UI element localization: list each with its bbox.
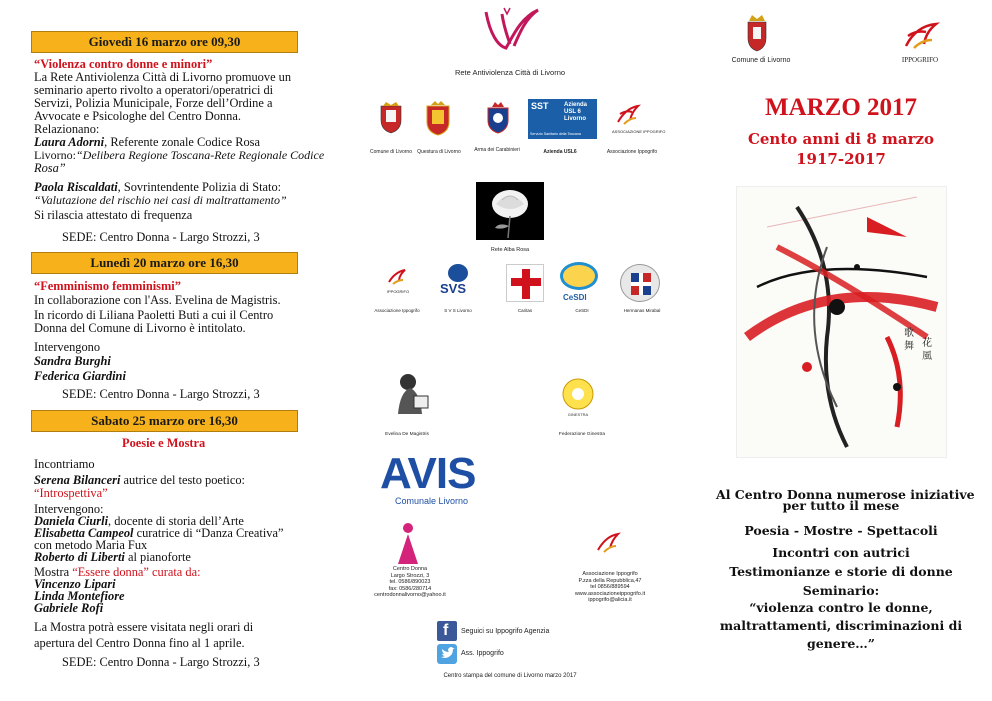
twitter-icon[interactable]: [437, 644, 457, 664]
logo-caption: CeSDI: [575, 308, 589, 313]
speaker-1-line3: Rosa”: [34, 161, 66, 175]
twitter-link[interactable]: Ass. Ippogrifo: [461, 650, 504, 657]
speaker-name: Elisabetta Campeol: [34, 526, 134, 540]
contact-line: Centro Donna: [392, 566, 428, 572]
speaker-topic: “Delibera Regione Toscana-Rete Regionale Codice: [76, 148, 325, 162]
print-credit: Centro stampa del comune di Livorno marzo 2017: [443, 673, 577, 679]
contact-line: Largo Strozzi, 3: [390, 572, 430, 579]
event2-venue: SEDE: Centro Donna - Largo Strozzi, 3: [62, 387, 260, 401]
svs-icon: [448, 264, 468, 282]
artist-name: Gabriele Rofi: [34, 601, 104, 615]
program-line: “violenza contro le donne,: [749, 600, 933, 615]
usl-sub: Servizio Sanitario della Toscana: [530, 132, 581, 136]
avis-logo: AVIS: [380, 449, 476, 498]
logo-caption: Questura di Livorno: [417, 149, 461, 155]
mostra-title: “Essere donna” curata da:: [72, 565, 201, 579]
mostra-label: Mostra: [34, 565, 73, 579]
speaker-name: Serena Bilanceri: [34, 473, 121, 487]
event3-text: Intervengono:: [34, 502, 104, 516]
event3-text: La Mostra potrà essere visitata negli orari di: [34, 620, 254, 634]
svg-text:歌 舞: 歌 舞: [901, 327, 913, 351]
speaker-role: curatrice di “Danza Creativa”: [133, 526, 284, 540]
event3-venue: SEDE: Centro Donna - Largo Strozzi, 3: [62, 655, 260, 669]
contact-line: tel 0856/889594: [590, 584, 630, 590]
speaker-name: Daniela Ciurli: [34, 514, 109, 528]
speaker-role: con metodo Maria Fux: [34, 538, 148, 552]
usl-text: Azienda USL 6 Livorno: [564, 102, 588, 122]
ippogrifo-small-label: ASSOCIAZIONE IPPOGRIFO: [612, 129, 666, 134]
event3-title: Poesie e Mostra: [122, 436, 206, 450]
event1-text: Servizi, Polizia Municipale, Forze dell’Ordine a: [34, 96, 273, 110]
program-line: maltrattamenti, discriminazioni di: [719, 618, 963, 633]
svg-text:GINESTRA: GINESTRA: [567, 412, 589, 417]
attestato-note: Si rilascia attestato di frequenza: [34, 208, 193, 222]
speaker-name: Roberto di Liberti: [34, 550, 125, 564]
contact-line: www.associazioneippogrifo.it: [574, 590, 646, 597]
carabinieri-crest-icon: [485, 100, 511, 134]
speaker-name: Federica Giardini: [34, 369, 126, 383]
event1-text: Relazionano:: [34, 122, 100, 136]
comune-label: Comune di Livorno: [731, 57, 791, 64]
ippogrifo-small-label: IPPOGRIFO: [386, 289, 410, 294]
questura-crest-icon: [425, 100, 451, 136]
logo-caption: Arma dei Carabinieri: [474, 147, 520, 153]
event1-text: Avvocate e Psicologhe del Centro Donna.: [34, 109, 241, 123]
speaker-line: [34, 551, 191, 565]
speaker-name: Laura Adorni: [34, 135, 105, 149]
artist-name: Linda Montefiore: [34, 589, 125, 603]
speaker-role: , docente di storia dell’Arte: [108, 514, 244, 528]
speaker-name: Paola Riscaldati: [34, 180, 118, 194]
event2-text: Intervengono: [34, 340, 101, 354]
logo-caption: Hermanas Mirabal: [623, 308, 661, 313]
logo-caption: Comune di Livorno: [370, 149, 412, 155]
usl-sst: SST: [531, 101, 549, 111]
event1-header: Giovedì 16 marzo ore 09,30: [31, 31, 298, 53]
logo-caption: Federazione Ginestra: [558, 432, 606, 437]
event3-text: Incontriamo: [34, 457, 95, 471]
rete-antiviolenza-label: Rete Antiviolenza Città di Livorno: [454, 68, 566, 77]
main-years: 1917-2017: [796, 150, 886, 168]
contact-line: Associazione Ippogrifo: [582, 571, 638, 577]
contact-line: ippogrifo@alicia.it: [588, 597, 632, 603]
logo-caption: Caritas: [517, 308, 533, 313]
logo-caption: Azienda USL6: [543, 149, 577, 155]
logo-caption: Evelina De Magistris: [385, 432, 429, 437]
event1-text: seminario aperto rivolto a operatori/operatrici di: [34, 83, 274, 97]
federazione-ginestra-logo: [560, 376, 596, 418]
evelina-de-magistris-logo: [392, 370, 432, 418]
centro-donna-contacts: [360, 566, 460, 599]
usl-logo: [528, 99, 597, 139]
white-rose-image: [476, 182, 544, 240]
event1-venue: SEDE: Centro Donna - Largo Strozzi, 3: [62, 230, 260, 244]
event2-text: In ricordo di Liliana Paoletti Buti a cui il Centro: [34, 308, 274, 322]
intro-line-2: per tutto il mese: [782, 498, 900, 513]
contact-line: centrodonnalivorno@yahoo.it: [374, 592, 446, 598]
main-subtitle: Cento anni di 8 marzo: [747, 130, 935, 148]
facebook-icon[interactable]: f: [437, 621, 457, 641]
program-line: Testimonianze e storie di donne: [729, 564, 953, 579]
comune-crest-icon: [744, 10, 770, 54]
event1-title: “Violenza contro donne e minori”: [34, 57, 213, 71]
ippogrifo-logo-icon: [900, 18, 942, 54]
cesdi-icon: [560, 262, 598, 290]
artwork-image: [736, 186, 947, 458]
event3-header: Sabato 25 marzo ore 16,30: [31, 410, 298, 432]
comune-crest-icon: [378, 100, 404, 134]
program-line: Incontri con autrici: [772, 545, 910, 560]
event2-header: Lunedì 20 marzo ore 16,30: [31, 252, 298, 274]
speaker-role: autrice del testo poetico:: [120, 473, 245, 487]
program-line: Poesia - Mostre - Spettacoli: [744, 523, 938, 538]
contact-line: fax: 0586/280714: [388, 585, 432, 592]
contact-line: P.zza della Repubblica,47: [578, 577, 642, 584]
event1-text: La Rete Antiviolenza Città di Livorno promuove un: [34, 70, 292, 84]
intro-line-1: Al Centro Donna numerose iniziative: [716, 487, 975, 502]
ippogrifo-logo-icon: [594, 530, 624, 556]
poem-title: “Introspettiva”: [34, 486, 108, 500]
speaker-role: al pianoforte: [124, 550, 191, 564]
rete-alba-rosa-label: Rete Alba Rosa: [490, 247, 530, 253]
cesdi-logo: CeSDI: [563, 293, 587, 302]
speaker-role: , Referente zonale Codice Rosa: [104, 135, 260, 149]
contact-line: tel. 0586/890023: [389, 579, 431, 585]
speaker-role: , Sovrintendente Polizia di Stato:: [117, 180, 282, 194]
ippogrifo-label: IPPOGRIFO: [901, 56, 939, 64]
svg-text:花 風: 花 風: [919, 337, 931, 361]
speaker-2-topic: “Valutazione del rischio nei casi di maltrattamento”: [34, 193, 287, 207]
ippogrifo-logo-icon: [386, 266, 408, 286]
hermanas-mirabal-logo: [620, 264, 660, 302]
artist-name: Vincenzo Lipari: [34, 577, 116, 591]
ippogrifo-logo-icon: [614, 102, 642, 128]
program-line: genere…”: [807, 636, 875, 651]
logo-caption: S V S Livorno: [444, 308, 472, 313]
logo-caption: Associazione Ippogrifo: [606, 149, 658, 155]
centro-donna-icon: [395, 522, 421, 566]
logo-caption: Associazione Ippogrifo: [374, 308, 420, 313]
speaker-1-line2: [34, 149, 324, 163]
event2-title: “Femminismo femminismi”: [34, 279, 181, 293]
avis-subtitle: Comunale Livorno: [395, 496, 469, 506]
svs-logo: SVS: [440, 281, 467, 296]
event2-text: Donna del Comune di Livorno è intitolato.: [34, 321, 246, 335]
event3-text: apertura del Centro Donna fino al 1 aprile.: [34, 636, 245, 650]
facebook-link[interactable]: Seguici su Ippogrifo Agenzia: [461, 628, 550, 635]
program-line: Seminario:: [802, 583, 880, 598]
event2-text: In collaborazione con l'Ass. Evelina de Magistris.: [34, 293, 281, 307]
speaker-text: Livorno:: [34, 148, 76, 162]
main-title: MARZO 2017: [764, 94, 918, 121]
ippogrifo-contacts: [560, 571, 660, 604]
rete-antiviolenza-logo: [474, 4, 550, 54]
speaker-name: Sandra Burghi: [34, 354, 111, 368]
caritas-logo: [506, 264, 544, 302]
